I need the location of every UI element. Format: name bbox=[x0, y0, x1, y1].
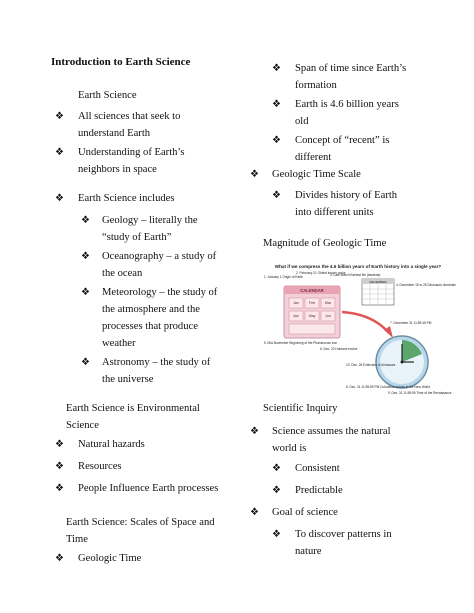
geologic-time-figure bbox=[262, 262, 456, 400]
text-line: the universe bbox=[102, 374, 154, 385]
annotation-8: 8. Dec. 31 11:59:59 PM Columbus arrives in the New World bbox=[346, 385, 431, 389]
diamond-bullet-icon: ❖ bbox=[81, 357, 90, 368]
diamond-bullet-icon: ❖ bbox=[272, 190, 281, 201]
annotation-7: 7. December 31 11:59:45 PM bbox=[390, 321, 432, 325]
text-line: different bbox=[295, 152, 332, 163]
text-line: “study of Earth” bbox=[102, 232, 172, 243]
diamond-bullet-icon: ❖ bbox=[81, 287, 90, 298]
text-line: Earth Science includes bbox=[78, 193, 175, 204]
text-line: world is bbox=[272, 443, 307, 454]
diamond-bullet-icon: ❖ bbox=[272, 135, 281, 146]
text-line: processes that produce bbox=[102, 321, 198, 332]
figure-heading: What if we compress the 4.6 billion years of Earth history into a single year? bbox=[274, 264, 442, 269]
text-line: understand Earth bbox=[78, 128, 151, 139]
calendar-illustration bbox=[284, 286, 340, 338]
diamond-bullet-icon: ❖ bbox=[272, 485, 281, 496]
annotation-9: 9. Dec. 31 11:59:59 Time of the Renaissance bbox=[388, 391, 452, 395]
text-line: People Influence Earth processes bbox=[78, 483, 219, 494]
page-title: Introduction to Earth Science bbox=[51, 56, 191, 68]
diamond-bullet-icon: ❖ bbox=[55, 439, 64, 450]
text-line: Predictable bbox=[295, 485, 343, 496]
diamond-bullet-icon: ❖ bbox=[55, 193, 64, 204]
text-line: Scientific Inquiry bbox=[263, 403, 338, 414]
text-line: Science assumes the natural bbox=[272, 426, 391, 437]
december-calendar-illustration bbox=[362, 279, 394, 305]
calendar-label: CALENDAR bbox=[300, 288, 324, 293]
month-label: Mar bbox=[324, 301, 332, 305]
annotation-3: 3. Late March Earliest life (bacteria) bbox=[330, 273, 381, 277]
text-line: weather bbox=[102, 338, 136, 349]
diamond-bullet-icon: ❖ bbox=[55, 553, 64, 564]
month-label: May bbox=[308, 314, 316, 318]
diamond-bullet-icon: ❖ bbox=[81, 251, 90, 262]
month-label: Apr bbox=[293, 314, 299, 318]
annotation-4: 4. December 15 to 25 Dinosaurs dominate bbox=[396, 283, 456, 287]
text-line: Earth Science bbox=[78, 90, 137, 101]
text-line: the atmosphere and the bbox=[102, 304, 200, 315]
diamond-bullet-icon: ❖ bbox=[55, 483, 64, 494]
text-line: Earth Science: Scales of Space and bbox=[66, 517, 215, 528]
text-line: Time bbox=[66, 534, 88, 545]
december-label: DECEMBER bbox=[369, 280, 387, 284]
annotation-6: 6. Dec. 22 Humans evolve bbox=[320, 347, 358, 351]
text-line: Geology – literally the bbox=[102, 215, 198, 226]
text-line: Astronomy – the study of bbox=[102, 357, 211, 368]
text-line: Resources bbox=[78, 461, 122, 472]
text-line: Oceanography – a study of bbox=[102, 251, 217, 262]
diamond-bullet-icon: ❖ bbox=[250, 426, 259, 437]
text-line: Span of time since Earth’s bbox=[295, 63, 407, 74]
text-line: Divides history of Earth bbox=[295, 190, 398, 201]
diamond-bullet-icon: ❖ bbox=[272, 529, 281, 540]
diamond-bullet-icon: ❖ bbox=[272, 63, 281, 74]
annotation-2: 2. February 21 Oldest known rocks bbox=[296, 271, 346, 275]
text-line: Earth is 4.6 billion years bbox=[295, 99, 399, 110]
text-line: Understanding of Earth’s bbox=[78, 147, 185, 158]
annotation-5: 5. Mid-November Beginning of the Phanerozoic eon bbox=[264, 341, 338, 345]
clock-illustration bbox=[376, 336, 428, 388]
text-line: Magnitude of Geologic Time bbox=[263, 238, 387, 249]
text-line: Meteorology – the study of bbox=[102, 287, 218, 298]
month-label: Jun bbox=[325, 314, 331, 318]
text-line: into different units bbox=[295, 207, 374, 218]
diamond-bullet-icon: ❖ bbox=[81, 215, 90, 226]
text-line: neighbors in space bbox=[78, 164, 157, 175]
text-line: nature bbox=[295, 546, 322, 557]
text-line: To discover patterns in bbox=[295, 529, 392, 540]
text-line: Consistent bbox=[295, 463, 340, 474]
month-label: Jan bbox=[293, 301, 299, 305]
text-line: All sciences that seek to bbox=[78, 111, 181, 122]
text-line: Geologic Time Scale bbox=[272, 169, 361, 180]
annotation-1: 1. January 1 Origin of Earth bbox=[264, 275, 303, 279]
diamond-bullet-icon: ❖ bbox=[55, 147, 64, 158]
text-line: formation bbox=[295, 80, 337, 91]
diamond-bullet-icon: ❖ bbox=[272, 99, 281, 110]
text-line: the ocean bbox=[102, 268, 143, 279]
diamond-bullet-icon: ❖ bbox=[55, 111, 64, 122]
text-line: Goal of science bbox=[272, 507, 338, 518]
text-line: Natural hazards bbox=[78, 439, 145, 450]
text-line: Concept of “recent” is bbox=[295, 135, 390, 146]
text-line: Earth Science is Environmental bbox=[66, 403, 200, 414]
diamond-bullet-icon: ❖ bbox=[272, 463, 281, 474]
diamond-bullet-icon: ❖ bbox=[250, 507, 259, 518]
diamond-bullet-icon: ❖ bbox=[250, 169, 259, 180]
diamond-bullet-icon: ❖ bbox=[55, 461, 64, 472]
text-line: old bbox=[295, 116, 309, 127]
month-label: Feb bbox=[308, 301, 316, 305]
arrow-icon bbox=[342, 312, 388, 332]
text-line: Science bbox=[66, 420, 99, 431]
text-line: Geologic Time bbox=[78, 553, 142, 564]
annotation-10: 10. Dec. 26 Extinction of dinosaurs bbox=[346, 363, 396, 367]
